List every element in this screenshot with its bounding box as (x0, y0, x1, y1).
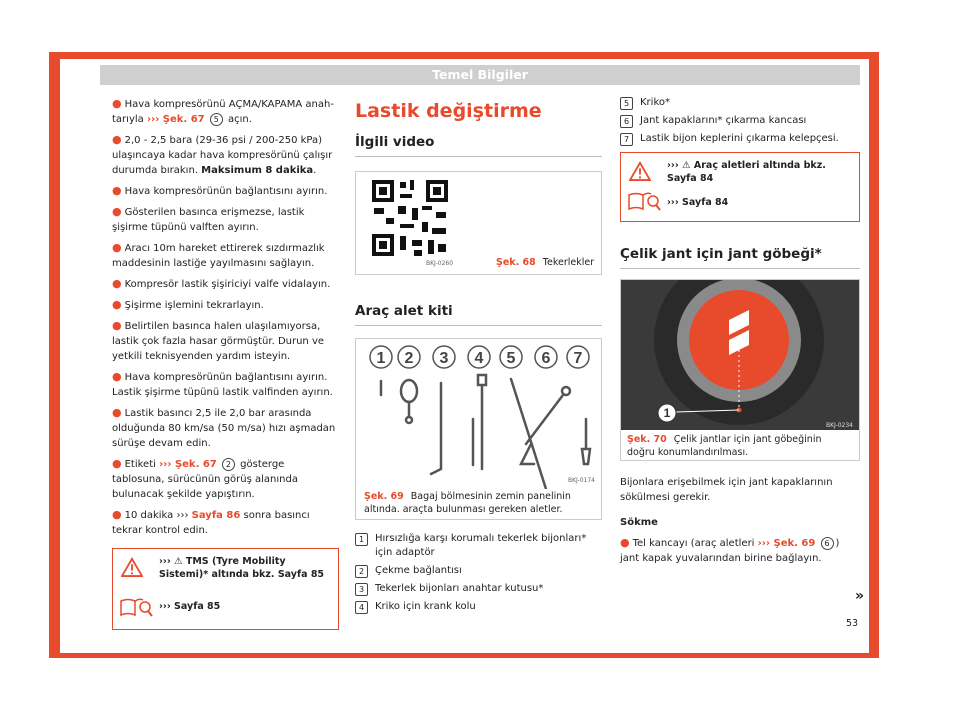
figure-ref[interactable]: Sayfa 86 (191, 510, 241, 521)
item-number: 1 (355, 533, 368, 546)
bullet-item: ● Etiketi ››› Şek. 67 2 gösterge tablosuna, sürücünün görüş alanında bulunacak şekilde yapıştırın. (112, 457, 298, 500)
figure-label: 6 (541, 350, 551, 367)
figure-70-ref[interactable]: Şek. 70 (627, 434, 667, 445)
section-header: Temel Bilgiler (100, 65, 860, 85)
number-badge: 5 (210, 113, 223, 126)
item-number: 3 (355, 583, 368, 596)
bullet-dot: ● (112, 457, 122, 470)
item-text: Jant kapaklarını* çıkarma kancası (640, 115, 807, 126)
list-item (355, 564, 602, 578)
figure-69-ref[interactable]: Şek. 69 (364, 491, 404, 502)
bullet-item: ● Kompresör lastik şişiriciyi valfe vidalayın. (112, 277, 331, 290)
column-right (620, 96, 860, 571)
figure-label: 5 (506, 350, 516, 367)
figure-label: 1 (376, 350, 386, 367)
item-number: 6 (620, 115, 633, 128)
bullet-item: ● Lastik basıncı 2,5 ile 2,0 bar arasında olduğunda 80 km/sa (50 m/sa) hızı aşmadan sürüşe devam edin. (112, 406, 336, 449)
hub-heading: Çelik jant için jant göbeği* (620, 246, 860, 269)
column-middle (355, 96, 602, 618)
figure-label: 3 (439, 350, 449, 367)
warning-icon (629, 161, 651, 181)
video-figure (355, 171, 602, 275)
bullet-item: ● Gösterilen basınca erişmezse, lastik şişirme tüpünü valften ayırın. (112, 205, 305, 233)
warning-icon (121, 557, 143, 577)
bullet-item: ● Hava kompresörünün bağlantısını ayırın. (112, 184, 328, 197)
figure-ref[interactable]: ››› Şek. 67 (159, 459, 217, 470)
hub-paragraph: Bijonlara erişebilmek için jant kapaklarının sökülmesi gerekir. (620, 477, 833, 503)
list-item (620, 132, 860, 146)
item-text: Lastik bijon keplerini çıkarma kelepçesi. (640, 133, 839, 144)
bullet-dot: ● (112, 277, 122, 290)
bullet-item: ● Aracı 10m hareket ettirerek sızdırmazlık maddesinin lastiğe yayılmasını sağlayın. (112, 241, 325, 269)
tool-kit-figure (355, 338, 602, 520)
book-search-icon (119, 597, 153, 617)
figure-69-code: BKJ-0174 (567, 477, 595, 484)
figure-label: 1 (663, 406, 671, 420)
sokme-label: Sökme (620, 517, 658, 528)
page-title: Lastik değiştirme (355, 100, 542, 122)
figure-ref[interactable]: ››› Şek. 67 (146, 114, 205, 125)
figure-68-text: Tekerlekler (542, 257, 595, 268)
figure-68-caption (496, 256, 594, 269)
list-item (620, 96, 860, 110)
bullet-item: ● Belirtilen basınca halen ulaşılamıyorsa, lastik çok fazla hasar görmüştür. Durun ve yetkili teknisyenden yardım isteyin. (112, 319, 325, 362)
figure-label: 4 (474, 350, 484, 367)
bullet-dot: ● (112, 97, 122, 110)
item-number: 4 (355, 601, 368, 614)
number-badge: 2 (222, 458, 235, 471)
bullet-dot: ● (112, 298, 122, 311)
figure-69-caption (364, 490, 594, 516)
note-tools-text[interactable]: ››› ⚠ Araç aletleri altında bkz. Sayfa 84 (667, 160, 826, 184)
tool-list (355, 532, 602, 614)
item-text: Tekerlek bijonları anahtar kutusu* (375, 583, 544, 594)
page-number: 53 (846, 618, 859, 629)
figure-70-caption (627, 433, 852, 459)
bullet-dot: ● (112, 370, 122, 383)
book-search-icon (627, 191, 661, 211)
figure-69-text: Bagaj bölmesinin zemin panelinin altında. araçta bulunması gereken aletler. (364, 491, 571, 515)
bullet-dot: ● (112, 133, 122, 146)
item-number: 2 (355, 565, 368, 578)
list-item (620, 114, 860, 128)
figure-70-text: Çelik jantlar için jant göbeğinin doğru konumlandırılması. (627, 434, 822, 458)
qr-code-label: BKJ-0260 (426, 260, 454, 267)
bullet-dot: ● (112, 508, 122, 521)
list-item (355, 582, 602, 596)
wheel-hub-illustration (621, 280, 859, 430)
hub-figure (620, 279, 860, 461)
figure-label: 7 (573, 350, 583, 367)
note-box-tools (620, 152, 860, 222)
note-box-tms (112, 548, 339, 630)
note-tms-page[interactable]: ››› Sayfa 85 (159, 601, 221, 612)
item-number: 7 (620, 133, 633, 146)
bullet-dot: ● (112, 406, 122, 419)
note-tools-page[interactable]: ››› Sayfa 84 (667, 197, 729, 208)
step-number-badge: 6 (821, 537, 834, 550)
bullet-item: ● Hava kompresörünü AÇMA/KAPAMA anah-tarıyla ››› Şek. 67 5 açın. (112, 97, 334, 125)
item-text: Hırsızlığa karşı korumalı tekerlek bijonları* için adaptör (375, 533, 587, 558)
item-text: Kriko* (640, 97, 670, 108)
tool-kit-illustration (356, 339, 601, 489)
list-item (355, 532, 602, 560)
figure-68-ref[interactable]: Şek. 68 (496, 257, 536, 268)
list-item (355, 600, 602, 614)
bullet-dot: ● (620, 536, 630, 549)
item-number: 5 (620, 97, 633, 110)
note-tms-text[interactable]: ››› ⚠ TMS (Tyre Mobility Sistemi)* altında bkz. Sayfa 85 (159, 556, 325, 580)
figure-label: 2 (404, 350, 414, 367)
continue-chevron: » (855, 588, 865, 604)
bullet-item: ● 10 dakika ››› Sayfa 86 sonra basıncı tekrar kontrol edin. (112, 508, 310, 536)
step-figure-ref[interactable]: ››› Şek. 69 (757, 538, 816, 549)
figure-70-code: BKJ-0234 (825, 422, 853, 429)
qr-code-icon[interactable] (370, 178, 450, 258)
bullet-item: ● Hava kompresörünün bağlantısını ayırın. Lastik şişirme tüpünü lastik valfinden ayırın. (112, 370, 333, 398)
bullet-item: ● Şişirme işlemini tekrarlayın. (112, 298, 264, 311)
bullet-dot: ● (112, 184, 122, 197)
bullet-dot: ● (112, 205, 122, 218)
kit-heading: Araç alet kiti (355, 303, 602, 326)
sokme-step: ● Tel kancayı (araç aletleri ››› Şek. 69 6 ) jant kapak yuvalarından birine bağlayın. (620, 536, 840, 564)
column-left (112, 96, 339, 630)
video-heading: İlgili video (355, 134, 602, 157)
bullet-dot: ● (112, 319, 122, 332)
tool-list-continued (620, 96, 860, 146)
bullet-item: ● 2,0 - 2,5 bara (29-36 psi / 200-250 kPa) ulaşıncaya kadar hava kompresörünü çalışır durumda bırakın. Maksimum 8 dakika. (112, 133, 333, 176)
item-text: Çekme bağlantısı (375, 565, 462, 576)
bullet-dot: ● (112, 241, 122, 254)
item-text: Kriko için krank kolu (375, 601, 476, 612)
